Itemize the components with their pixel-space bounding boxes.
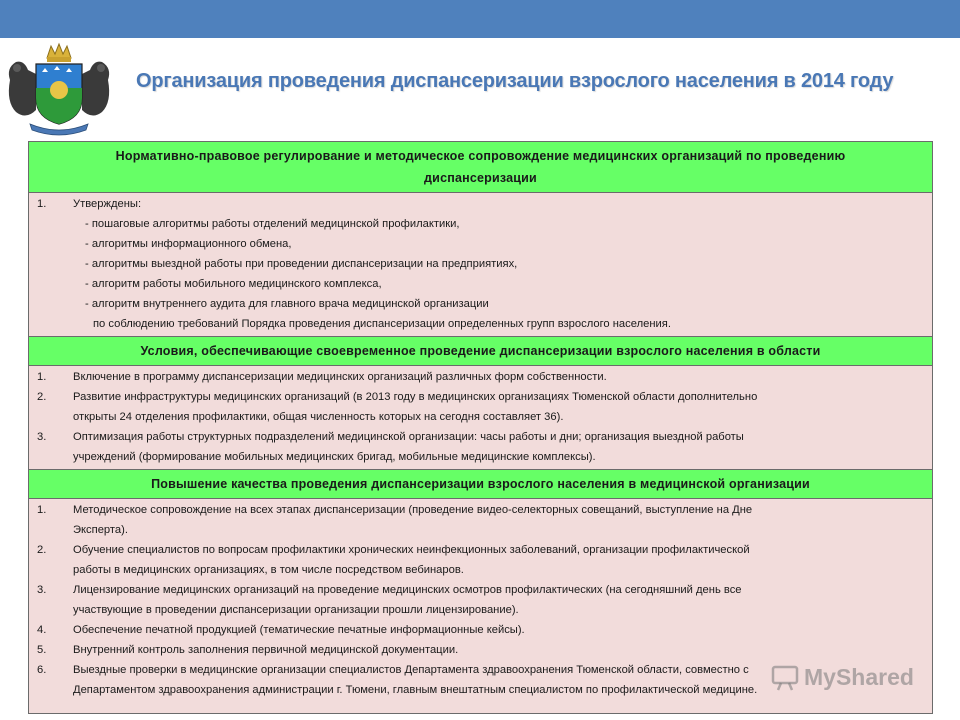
item-line: открыты 24 отделения профилактики, общая численность которых на сегодня составляет 36). — [73, 411, 564, 423]
item-number: 3. — [37, 584, 47, 596]
section-header-regulation — [29, 142, 932, 193]
section-header-line: Нормативно-правовое регулирование и методическое сопровождение медицинских организаций по проведению — [115, 149, 846, 163]
item-number: 4. — [37, 624, 47, 636]
item-text — [73, 387, 924, 427]
item-text — [73, 427, 924, 467]
coat-of-arms-icon — [2, 40, 116, 136]
section-header-line: диспансеризации — [424, 171, 537, 185]
list-item — [35, 580, 924, 620]
list-item — [35, 387, 924, 427]
item-line: Внутренний контроль заполнения первичной медицинской документации. — [73, 644, 459, 656]
item-text — [73, 500, 924, 540]
sub-item: - алгоритм внутреннего аудита для главного врача медицинской организации — [85, 298, 489, 310]
item-number: 6. — [37, 664, 47, 676]
list-item — [35, 620, 924, 640]
item-line: Обеспечение печатной продукцией (тематические печатные информационные кейсы). — [73, 624, 525, 636]
item-number: 3. — [37, 431, 47, 443]
item-text: Утверждены: — [73, 198, 142, 210]
item-number: 1. — [37, 198, 47, 210]
item-number: 1. — [37, 371, 47, 383]
sub-item: - алгоритм работы мобильного медицинского комплекса, — [85, 278, 382, 290]
item-text — [73, 367, 924, 387]
top-accent-band — [0, 0, 960, 38]
item-line: Департаментом здравоохранения администрации г. Тюмени, главным внештатным специалистом по профилактической медицине. — [73, 684, 758, 696]
item-line: Лицензирование медицинских организаций на проведение медицинских осмотров профилактических (на сегодняшний день все — [73, 584, 742, 596]
page-title: Организация проведения диспансеризации взрослого населения в 2014 году — [136, 70, 894, 92]
item-text — [73, 640, 924, 660]
sub-item-continuation: по соблюдению требований Порядка проведения диспансеризации определенных групп взрослого населения. — [93, 318, 671, 330]
list-item — [35, 194, 924, 214]
content-table — [28, 141, 933, 714]
item-line: Методическое сопровождение на всех этапах диспансеризации (проведение видео-селекторных совещаний, выступление на Дне — [73, 504, 753, 516]
item-line: Развитие инфраструктуры медицинских организаций (в 2013 году в медицинских организациях Тюменской области дополнительно — [73, 391, 758, 403]
item-number: 1. — [37, 504, 47, 516]
sub-item: - пошаговые алгоритмы работы отделений медицинской профилактики, — [85, 218, 460, 230]
item-number: 2. — [37, 391, 47, 403]
list-item — [35, 367, 924, 387]
item-line: Обучение специалистов по вопросам профилактики хронических неинфекционных заболеваний, организации профилактической — [73, 544, 750, 556]
section-header-conditions: Условия, обеспечивающие своевременное проведение диспансеризации взрослого населения в области — [29, 337, 932, 366]
presentation-icon — [770, 662, 800, 692]
item-text — [73, 580, 924, 620]
item-line: участвующие в проведении диспансеризации организации прошли лицензирование). — [73, 604, 519, 616]
item-text — [73, 620, 924, 640]
watermark — [770, 660, 930, 694]
list-item — [35, 500, 924, 540]
section-body-regulation — [29, 193, 932, 337]
list-item — [35, 640, 924, 660]
sub-item: - алгоритмы информационного обмена, — [85, 238, 292, 250]
watermark-text: MyShared — [804, 663, 914, 690]
section-body-conditions — [29, 366, 932, 470]
section-header-quality: Повышение качества проведения диспансеризации взрослого населения в медицинской организации — [29, 470, 932, 499]
item-line: Оптимизация работы структурных подразделений медицинской организации: часы работы и дни; организация выездной работы — [73, 431, 744, 443]
item-number: 2. — [37, 544, 47, 556]
item-line: Эксперта). — [73, 524, 128, 536]
list-item — [35, 427, 924, 467]
item-line: Включение в программу диспансеризации медицинских организаций различных форм собственности. — [73, 371, 607, 383]
list-item — [35, 540, 924, 580]
item-text — [73, 540, 924, 580]
item-line: Выездные проверки в медицинские организации специалистов Департамента здравоохранения Тюменской области, совместно с — [73, 664, 749, 676]
item-line: учреждений (формирование мобильных медицинских бригад, мобильные медицинские комплексы). — [73, 451, 596, 463]
item-number: 5. — [37, 644, 47, 656]
sub-item: - алгоритмы выездной работы при проведении диспансеризации на предприятиях, — [85, 258, 518, 270]
item-line: работы в медицинских организациях, в том числе посредством вебинаров. — [73, 564, 464, 576]
